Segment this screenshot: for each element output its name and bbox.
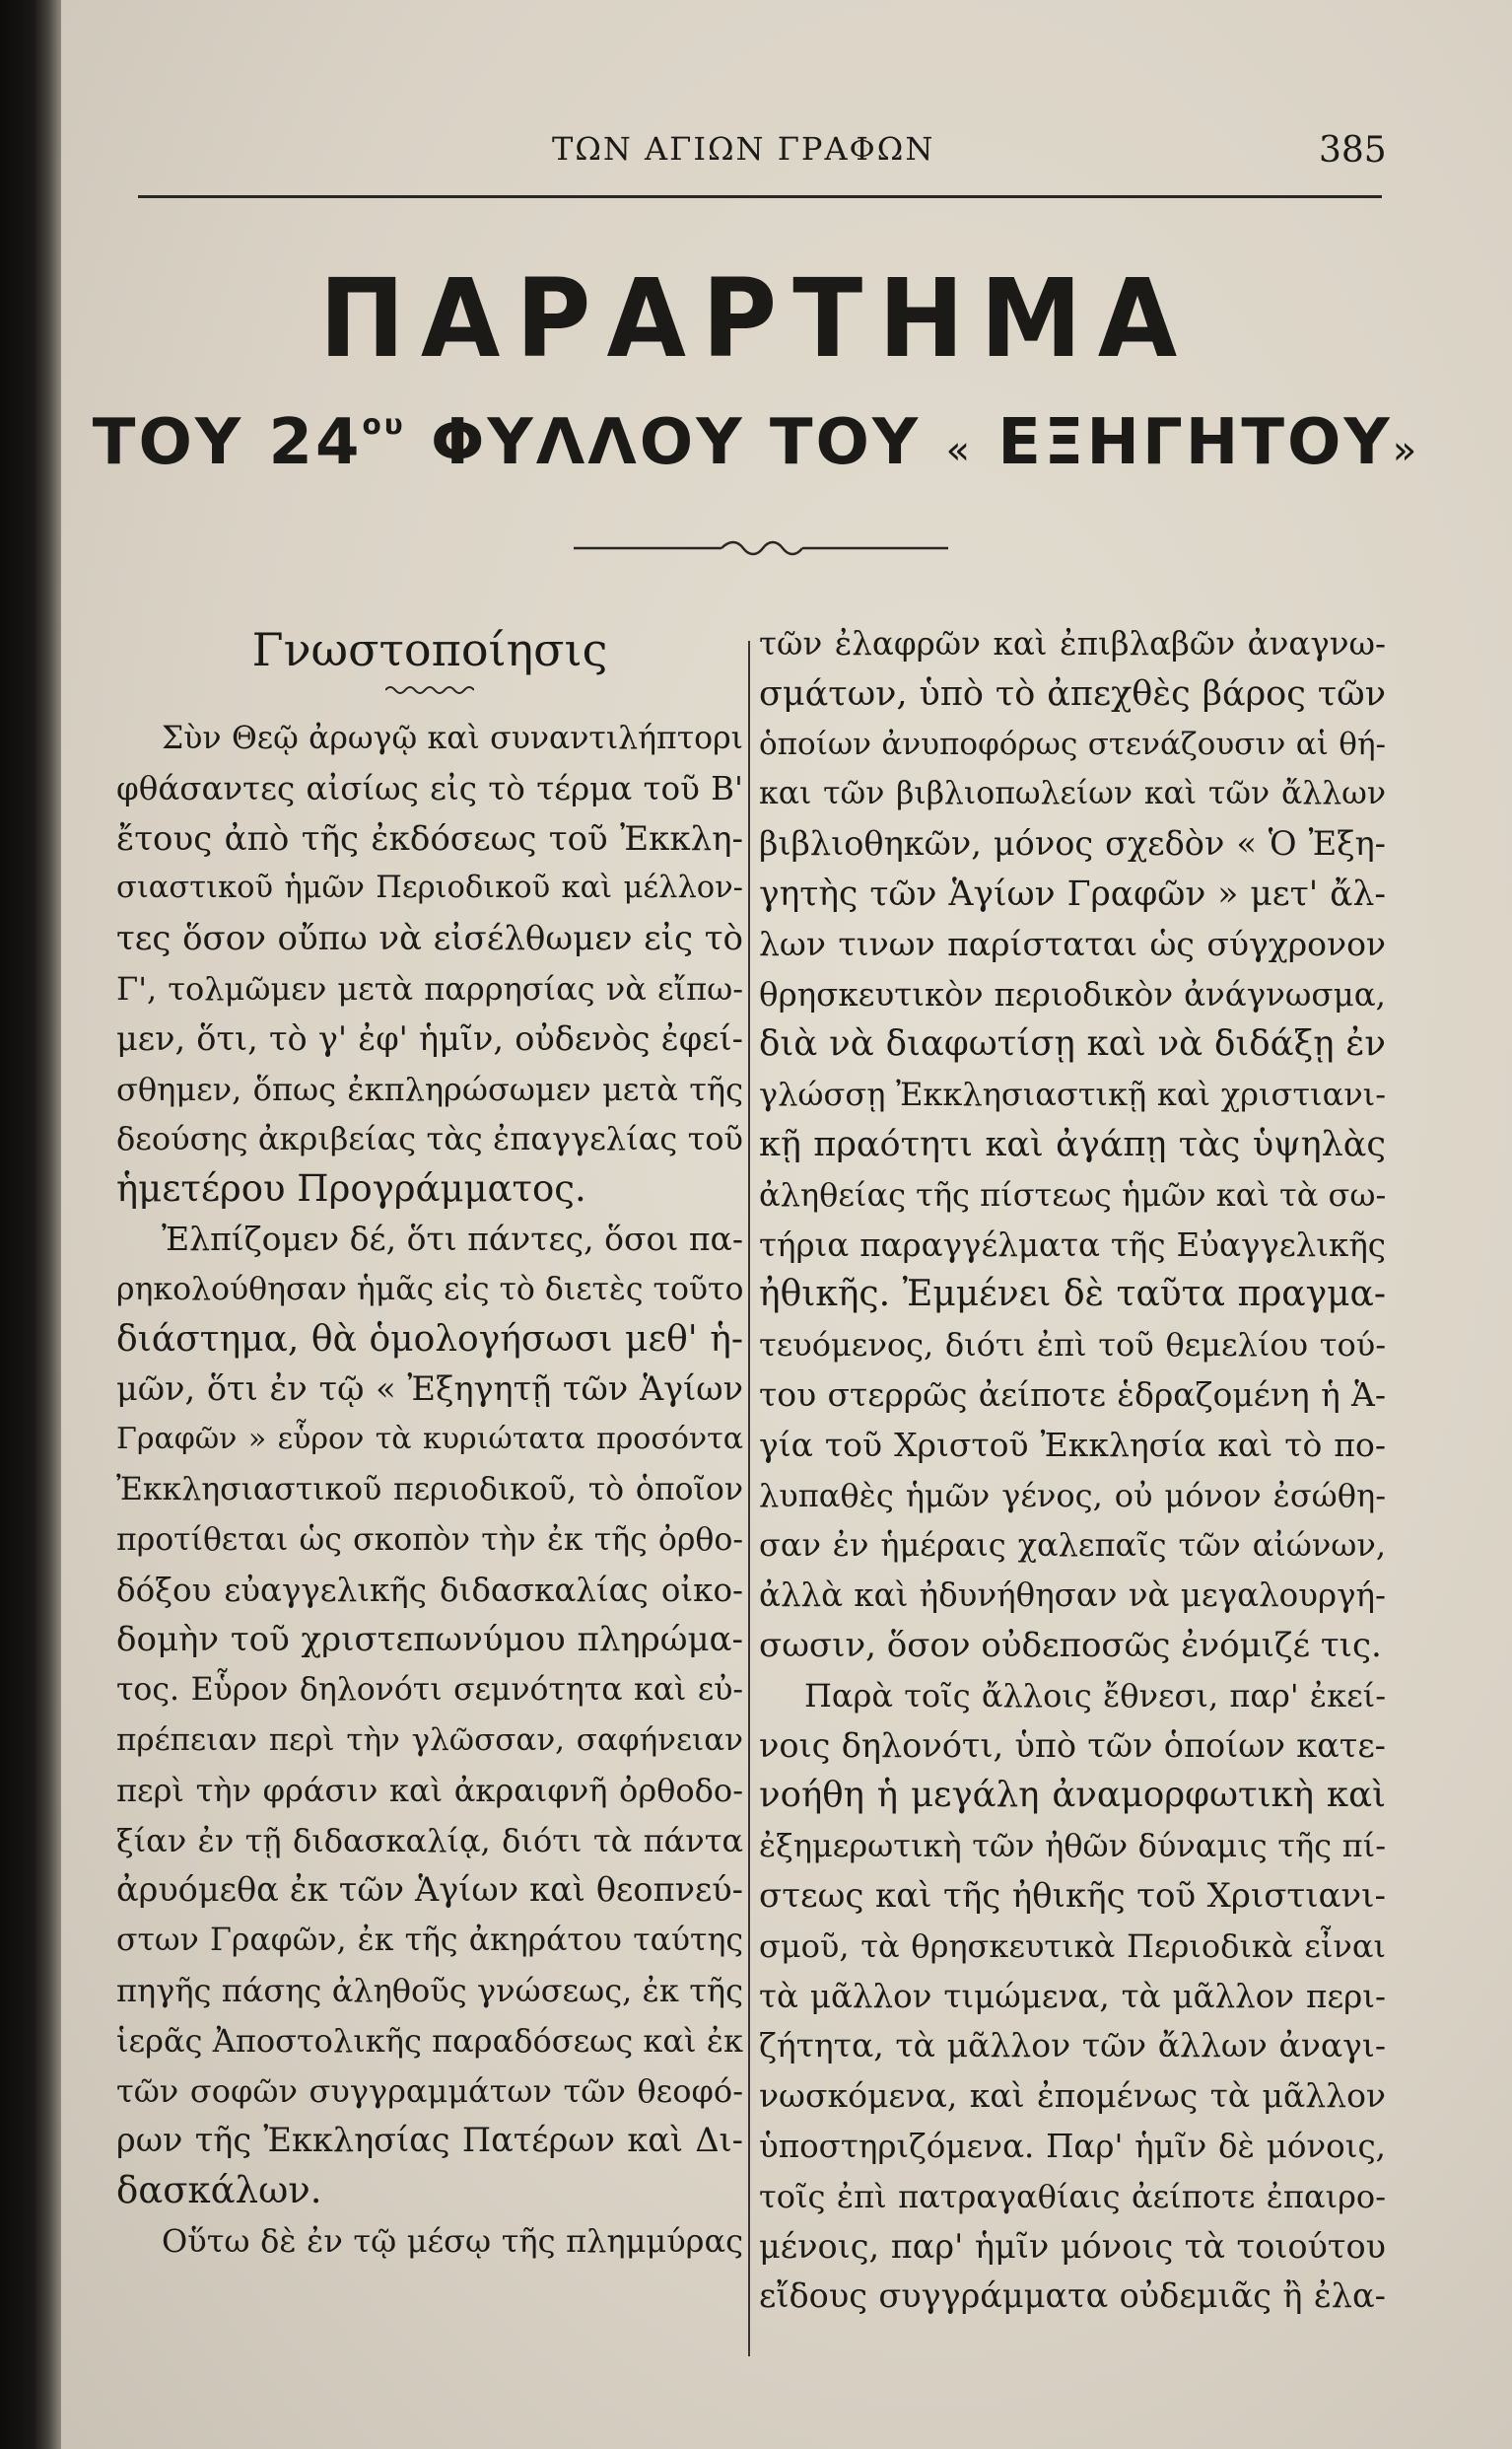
- running-head: ΤΩΝ ΑΓΙΩΝ ΓΡΑΦΩΝ: [552, 130, 935, 168]
- text-line: ἀληθείας τῆς πίστεως ἡμῶν καὶ τὰ σω-: [759, 1175, 1386, 1214]
- text-line: γητὴς τῶν Ἁγίων Γραφῶν » μετ' ἄλ-: [759, 874, 1386, 914]
- text-line: πρέπειαν περὶ τὴν γλῶσσαν, σαφήνειαν: [116, 1721, 743, 1758]
- text-line: διὰ νὰ διαφωτίσῃ καὶ νὰ διδάξῃ ἐν: [759, 1023, 1386, 1065]
- text-line: τευόμενος, διότι ἐπὶ τοῦ θεμελίου τού-: [759, 1326, 1386, 1364]
- text-line: δομὴν τοῦ χριστεπωνύμου πληρώμα-: [116, 1620, 743, 1660]
- text-line: τῶν σοφῶν συγγραμμάτων τῶν θεοφό-: [116, 2071, 743, 2110]
- page-subtitle: [0, 406, 1512, 479]
- column-divider: [748, 641, 750, 2356]
- text-line: Παρὰ τοῖς ἄλλοις ἔθνεσι, παρ' ἐκεί-: [804, 1676, 1386, 1714]
- text-line: φθάσαντες αἰσίως εἰς τὸ τέρμα τοῦ Β': [116, 769, 743, 807]
- text-line: μῶν, ὅτι ἐν τῷ « Ἐξηγητῇ τῶν Ἁγίων: [116, 1369, 743, 1409]
- text-line: ἔτους ἀπὸ τῆς ἐκδόσεως τοῦ Ἐκκλη-: [116, 818, 743, 859]
- text-line: πηγῆς πάσης ἀληθοῦς γνώσεως, ἐκ τῆς: [116, 1971, 743, 2009]
- text-line: ρηκολούθησαν ἡμᾶς εἰς τὸ διετὲς τοῦτο: [116, 1271, 743, 1307]
- text-line: ὁποίων ἀνυποφόρως στενάζουσιν αἱ θή-: [759, 726, 1386, 762]
- text-line: Ἐλπίζομεν δέ, ὅτι πάντες, ὅσοι πα-: [162, 1219, 743, 1258]
- text-line: ἀρυόμεθα ἐκ τῶν Ἁγίων καὶ θεοπνεύ-: [116, 1870, 743, 1910]
- text-line: γία τοῦ Χριστοῦ Ἐκκλησία καὶ τὸ πο-: [759, 1425, 1386, 1464]
- subtitle-part1: ΤΟΥ 24: [92, 406, 363, 479]
- text-line: λων τινων παρίσταται ὡς σύγχρονον: [759, 924, 1386, 963]
- text-line: νοήθη ἡ μεγάλη ἀναμορφωτικὴ καὶ: [759, 1775, 1386, 1816]
- page-title: ΠΑΡΑΡΤΗΜΑ: [318, 254, 1194, 383]
- subtitle-quoted: ΕΞΗΓΗΤΟΥ: [997, 406, 1393, 479]
- text-line: λυπαθὲς ἡμῶν γένος, οὐ μόνον ἐσώθη-: [759, 1476, 1386, 1514]
- text-line: σμοῦ, τὰ θρησκευτικὰ Περιοδικὰ εἶναι: [759, 1926, 1386, 1965]
- header-rule: [138, 195, 1382, 198]
- text-line: μεν, ὅτι, τὸ γ' ἐφ' ἡμῖν, οὐδενὸς ἐφεί-: [116, 1018, 743, 1058]
- text-line: ζήτητα, τὰ μᾶλλον τῶν ἄλλων ἀναγι-: [759, 2026, 1386, 2065]
- text-line: σιαστικοῦ ἡμῶν Περιοδικοῦ καὶ μέλλον-: [116, 871, 743, 906]
- subtitle-quote-open: «: [945, 428, 973, 473]
- ornamental-divider: [574, 536, 948, 560]
- text-line: εἴδους συγγράμματα οὐδεμιᾶς ἢ ἐλα-: [759, 2276, 1386, 2316]
- section-heading: Γνωστοποίησις: [251, 623, 608, 676]
- text-line: τοῖς ἐπὶ πατραγαθίαις ἀείποτε ἐπαιρο-: [759, 2177, 1386, 2215]
- text-line: τῶν ἐλαφρῶν καὶ ἐπιβλαβῶν ἀναγνω-: [759, 625, 1386, 663]
- text-line: σθημεν, ὅπως ἐκπληρώσωμεν μετὰ τῆς: [116, 1070, 743, 1108]
- page-number: 385: [1319, 130, 1387, 171]
- text-line: τες ὅσον οὔπω νὰ εἰσέλθωμεν εἰς τὸ: [116, 919, 743, 959]
- subtitle-superscript: ου: [362, 408, 406, 441]
- text-line: Οὕτω δὲ ἐν τῷ μέσῳ τῆς πλημμύρας: [162, 2221, 743, 2260]
- text-line: στεως καὶ τῆς ἠθικῆς τοῦ Χριστιανι-: [759, 1875, 1386, 1916]
- text-line: κῇ πραότητι καὶ ἀγάπῃ τὰς ὑψηλὰς: [759, 1124, 1386, 1164]
- text-line: Ἐκκλησιαστικοῦ περιοδικοῦ, τὸ ὁποῖον: [116, 1471, 743, 1507]
- text-line: τὰ μᾶλλον τιμώμενα, τὰ μᾶλλον περι-: [759, 1977, 1386, 2015]
- text-line: τήρια παραγγέλματα τῆς Εὐαγγελικῆς: [759, 1225, 1386, 1264]
- text-line: ὑποστηριζόμενα. Παρ' ἡμῖν δὲ μόνοις,: [759, 2127, 1386, 2165]
- text-line: ἀλλὰ καὶ ἠδυνήθησαν νὰ μεγαλουργή-: [759, 1576, 1386, 1615]
- text-line: θρησκευτικὸν περιοδικὸν ἀνάγνωσμα,: [759, 975, 1386, 1014]
- text-line: ρων τῆς Ἐκκλησίας Πατέρων καὶ Δι-: [116, 2121, 743, 2160]
- text-line: μένοις, παρ' ἡμῖν μόνοις τὰ τοιούτου: [759, 2226, 1386, 2266]
- subtitle-part2: ΦΥΛΛΟΥ ΤΟΥ: [430, 406, 922, 479]
- text-line: ἐξημερωτικὴ τῶν ἠθῶν δύναμις τῆς πί-: [759, 1827, 1386, 1865]
- text-line: ξίαν ἐν τῇ διδασκαλίᾳ, διότι τὰ πάντα: [116, 1821, 743, 1859]
- right-column: [759, 619, 1386, 2322]
- text-line: δασκάλων.: [116, 2169, 322, 2212]
- text-line: νοις δηλονότι, ὑπὸ τῶν ὁποίων κατε-: [759, 1725, 1386, 1765]
- text-line: περὶ τὴν φράσιν καὶ ἀκραιφνῆ ὀρθοδο-: [116, 1771, 743, 1809]
- text-line: του στερρῶς ἀείποτε ἑδραζομένη ἡ Ἁ-: [759, 1374, 1386, 1414]
- text-line: νωσκόμενα, καὶ ἐπομένως τὰ μᾶλλον: [759, 2076, 1386, 2116]
- subtitle-quote-close: »: [1392, 428, 1420, 473]
- text-line: Σὺν Θεῷ ἀρωγῷ καὶ συναντιλήπτορι: [162, 721, 743, 756]
- text-line: σμάτων, ὑπὸ τὸ ἀπεχθὲς βάρος τῶν: [759, 673, 1386, 714]
- text-line: Γραφῶν » εὗρον τὰ κυριώτατα προσόντα: [116, 1422, 743, 1457]
- text-line: ἱερᾶς Ἀποστολικῆς παραδόσεως καὶ ἐκ: [116, 2021, 743, 2060]
- text-line: προτίθεται ὡς σκοπὸν τὴν ἐκ τῆς ὀρθο-: [116, 1521, 743, 1558]
- text-line: δόξου εὐαγγελικῆς διδασκαλίας οἰκο-: [116, 1571, 743, 1609]
- text-line: ἠθικῆς. Ἐμμένει δὲ ταῦτα πραγμα-: [759, 1274, 1386, 1315]
- text-line: Γ', τολμῶμεν μετὰ παρρησίας νὰ εἴπω-: [116, 969, 743, 1008]
- text-line: τος. Εὗρον δηλονότι σεμνότητα καὶ εὐ-: [116, 1672, 743, 1709]
- text-line: στων Γραφῶν, ἐκ τῆς ἀκηράτου ταύτης: [116, 1923, 743, 1959]
- text-line: διάστημα, θὰ ὁμολογήσωσι μεθ' ἡ-: [116, 1318, 743, 1360]
- text-line: δεούσης ἀκριβείας τὰς ἐπαγγελίας τοῦ: [116, 1120, 743, 1158]
- text-line: σαν ἐν ἡμέραις χαλεπαῖς τῶν αἰώνων,: [759, 1526, 1386, 1565]
- text-line: και τῶν βιβλιοπωλείων καὶ τῶν ἄλλων: [759, 776, 1386, 812]
- text-line: σωσιν, ὅσον οὐδεποσῶς ἐνόμιζέ τις.: [759, 1625, 1382, 1665]
- left-column: [116, 619, 743, 2267]
- text-line: ἡμετέρου Προγράμματος.: [116, 1167, 586, 1211]
- heading-squiggle: [385, 684, 474, 696]
- text-line: βιβλιοθηκῶν, μόνος σχεδὸν « Ὁ Ἐξη-: [759, 824, 1386, 864]
- text-line: γλώσσῃ Ἐκκλησιαστικῇ καὶ χριστιανι-: [759, 1076, 1386, 1114]
